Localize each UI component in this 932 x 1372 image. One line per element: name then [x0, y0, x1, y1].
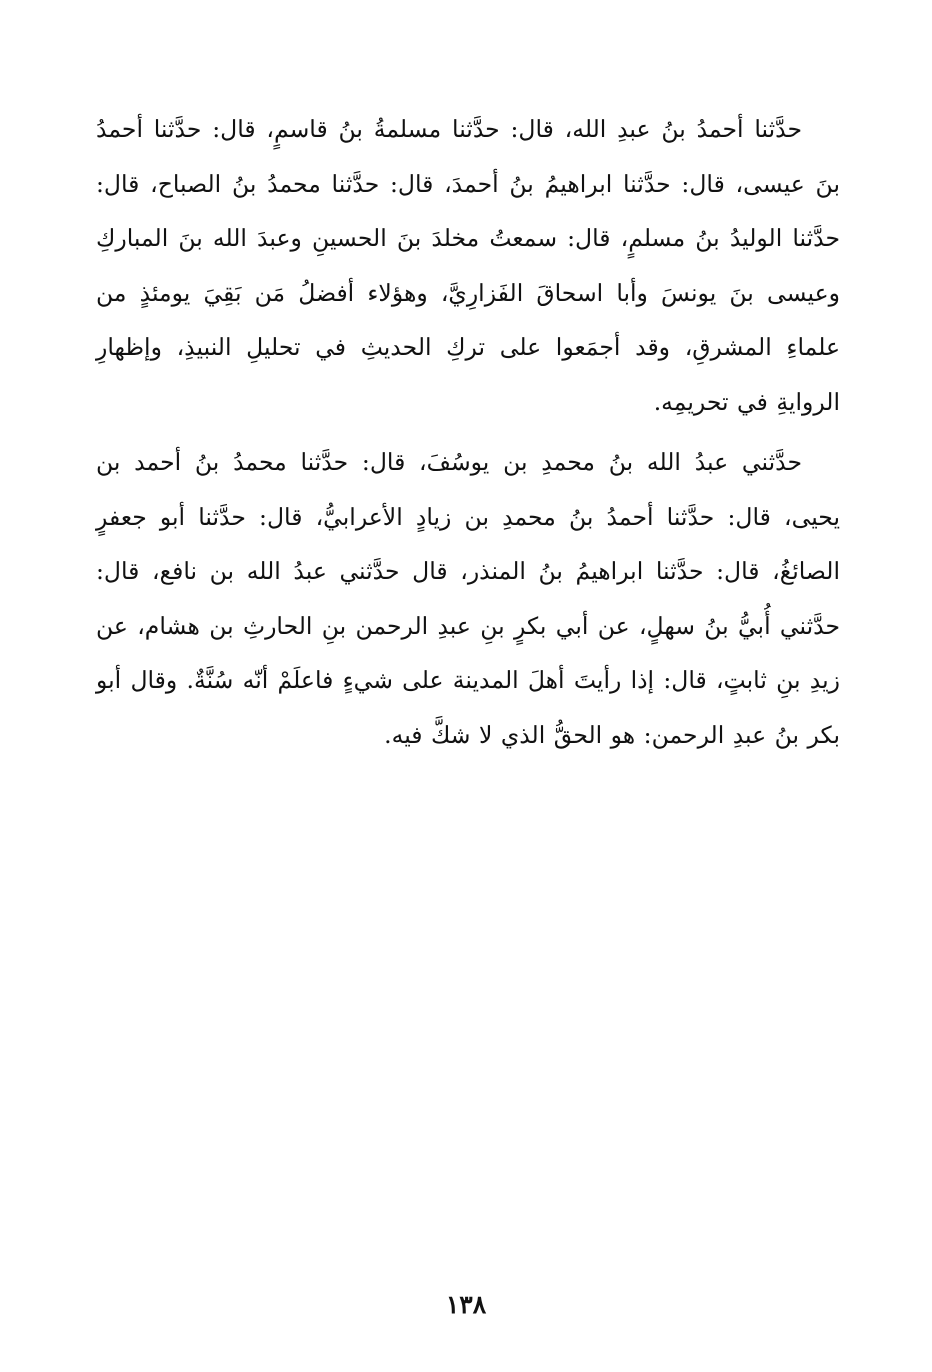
- paragraph-first: حدَّثنا أحمدُ بنُ عبدِ الله، قال: حدَّثنا مسلمةُ بنُ قاسمٍ، قال: حدَّثنا أحمدُ بنَ عيسى، قال: حدَّثنا ابراهيمُ بنُ أحمدَ، قال: حدَّثنا محمدُ بنُ الصباح، قال: حدَّثنا الوليدُ بنُ مسلمٍ، قال: سمعتُ مخلدَ بنَ الحسينِ وعبدَ الله بنَ المباركِ وعيسى بنَ يونسَ وأبا اسحاقَ الفَزارِيَّ، وهؤلاء أفضلُ مَن بَقِيَ يومئذٍ من علماءِ المشرقِ، وقد أجمَعوا على تركِ الحديثِ في تحليلِ النبيذِ، وإظهارِ الروايةِ في تحريمِه.: [96, 115, 840, 416]
- body-text: [96, 102, 840, 768]
- paragraph-second: حدَّثني عبدُ الله بنُ محمدِ بن يوسُفَ، قال: حدَّثنا محمدُ بنُ أحمد بن يحيى، قال: حدَّثنا أحمدُ بنُ محمدِ بن زيادٍ الأعرابيُّ، قال: حدَّثنا أبو جعفرٍ الصائغُ، قال: حدَّثنا ابراهيمُ بنُ المنذر، قال حدَّثني عبدُ الله بن نافع، قال: حدَّثني أُبيُّ بنُ سهلٍ، عن أبي بكرٍ بنِ عبدِ الرحمن بنِ الحارثِ بن هشام، عن زيدِ بنِ ثابتٍ، قال: إذا رأيتَ أهلَ المدينة على شيءٍ فاعلَمْ أنّه سُنَّةٌ. وقال أبو بكر بنُ عبدِ الرحمن: هو الحقُّ الذي لا شكَّ فيه.: [96, 448, 840, 749]
- page-number: ١٣٨: [445, 1290, 487, 1319]
